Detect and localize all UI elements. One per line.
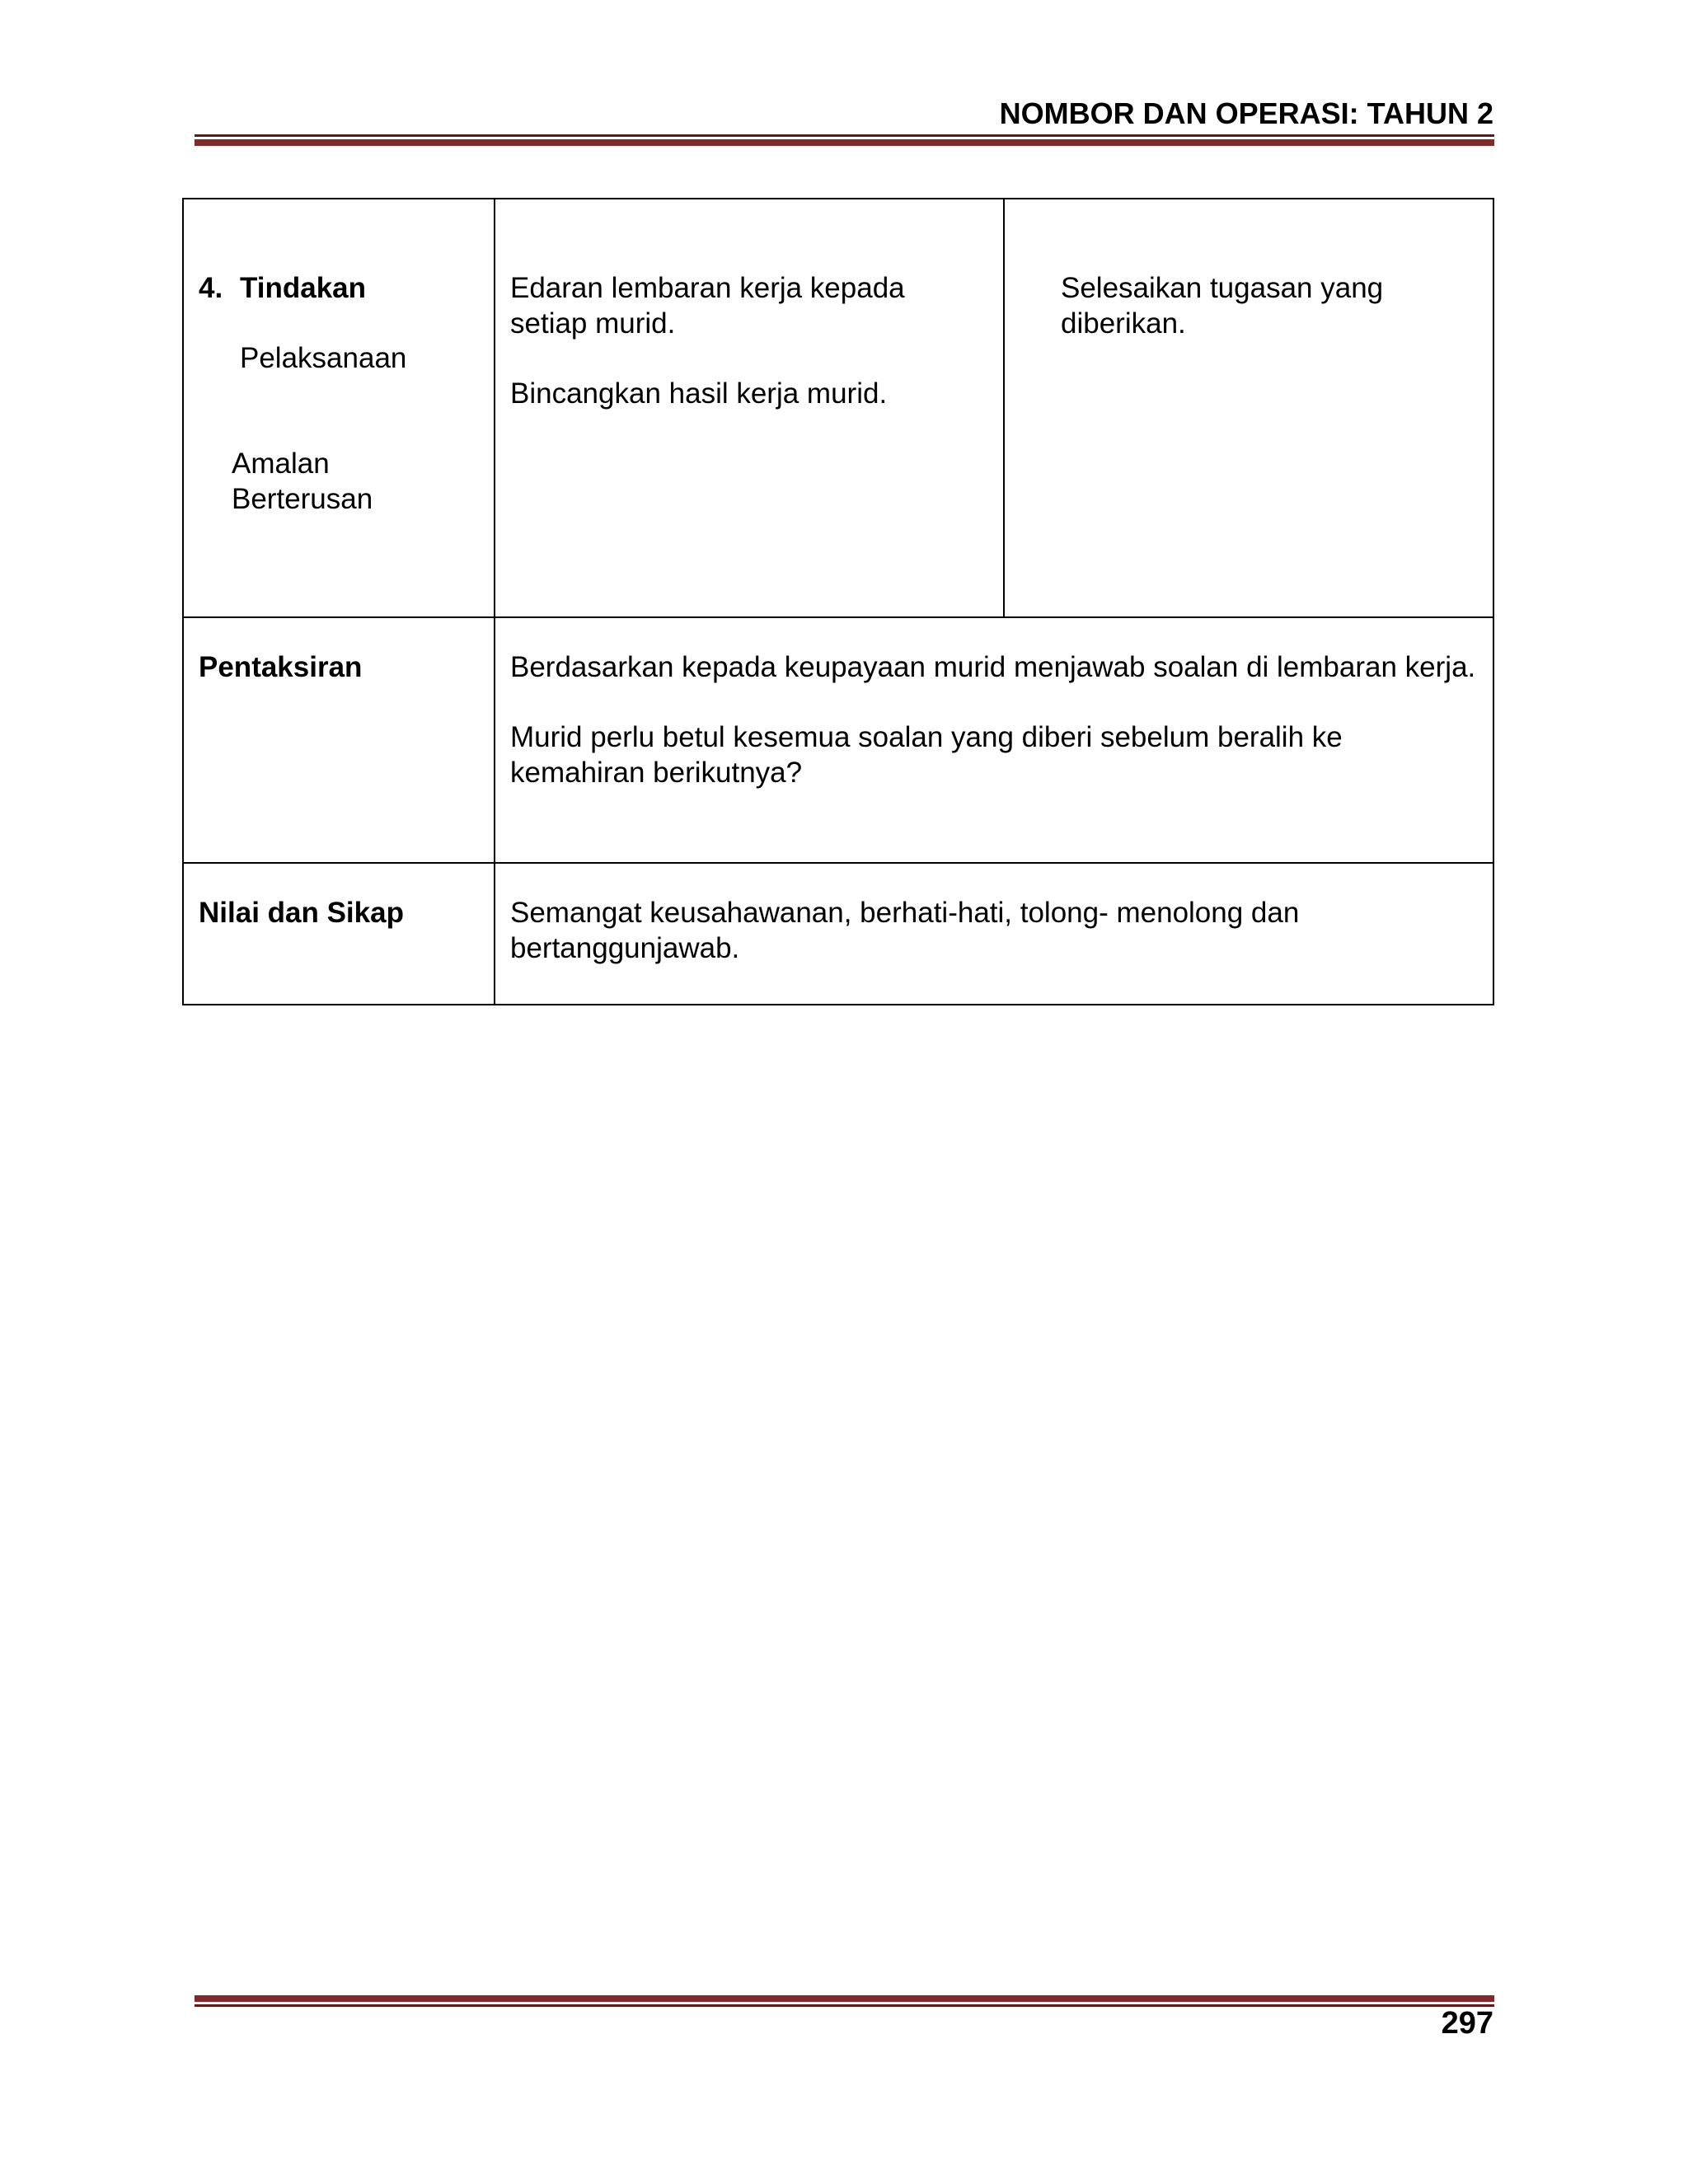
header-divider xyxy=(195,134,1494,146)
tindakan-number: 4. xyxy=(199,272,223,304)
nilai-label: Nilai dan Sikap xyxy=(199,897,404,929)
table-row-tindakan xyxy=(183,199,1493,617)
nilai-content-cell xyxy=(495,863,1493,1005)
lesson-plan-table xyxy=(182,198,1494,1005)
pentaksiran-label: Pentaksiran xyxy=(199,651,363,683)
tindakan-heading xyxy=(199,270,479,306)
amalan-label-line1: Amalan xyxy=(232,448,330,480)
amalan-label-line2: Berterusan xyxy=(232,483,373,515)
pentaksiran-text-2: Murid perlu betul kesemua soalan yang diberi sebelum beralih ke kemahiran berikutnya? xyxy=(510,721,1343,789)
pentaksiran-label-cell xyxy=(183,617,495,863)
tindakan-teacher-cell xyxy=(495,199,1004,617)
student-activity: Selesaikan tugasan yang diberikan. xyxy=(1061,272,1384,340)
tindakan-title: Tindakan xyxy=(240,272,367,304)
footer-divider xyxy=(195,1995,1494,2007)
pentaksiran-text-1: Berdasarkan kepada keupayaan murid menjawab soalan di lembaran kerja. xyxy=(510,651,1476,683)
tindakan-student-cell xyxy=(1004,199,1493,617)
teacher-activity-2: Bincangkan hasil kerja murid. xyxy=(510,377,888,410)
tindakan-label-cell xyxy=(183,199,495,617)
page-number: 297 xyxy=(1441,2006,1493,2041)
pentaksiran-content-cell xyxy=(495,617,1493,863)
nilai-label-cell xyxy=(183,863,495,1005)
pelaksanaan-label: Pelaksanaan xyxy=(240,342,407,374)
teacher-activity-1: Edaran lembaran kerja kepada setiap murid. xyxy=(510,272,905,340)
table-row-nilai xyxy=(183,863,1493,1005)
page-header-title: NOMBOR DAN OPERASI: TAHUN 2 xyxy=(999,96,1493,130)
amalan-label xyxy=(199,446,479,517)
nilai-text: Semangat keusahawanan, berhati-hati, tolong- menolong dan bertanggunjawab. xyxy=(510,897,1300,964)
table-row-pentaksiran xyxy=(183,617,1493,863)
